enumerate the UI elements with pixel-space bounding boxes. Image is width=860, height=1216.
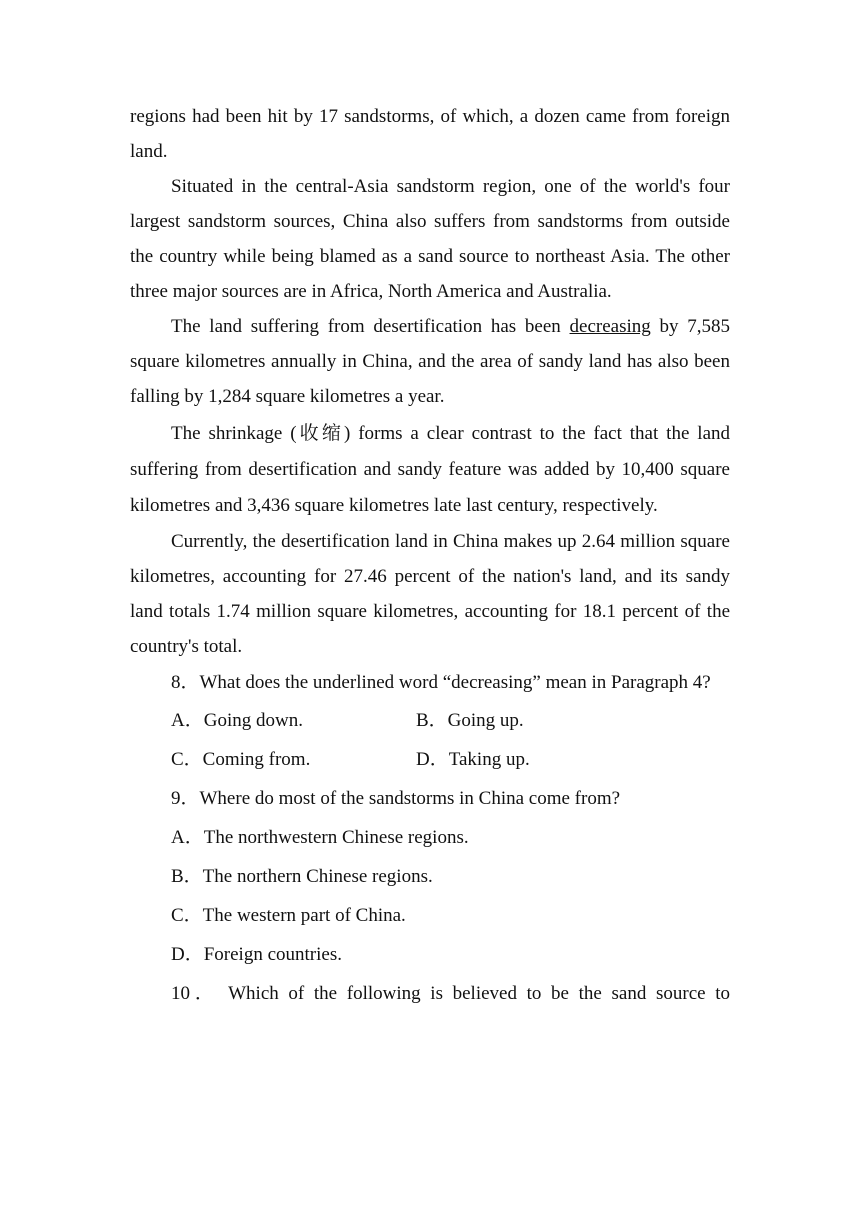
passage-paragraph-continued: regions had been hit by 17 sandstorms, of which, a dozen came from foreign land. xyxy=(130,106,730,162)
question-8-options-row-1 xyxy=(130,701,730,740)
passage-paragraph-currently: Currently, the desertification land in China makes up 2.64 million square kilometres, accounting for 27.46 percent of the nation's land, and its sandy land totals 1.74 million square kilometres, accounting for 18.1 percent of the country's total. xyxy=(130,531,730,657)
question-9-option-d[interactable]: D．Foreign countries. xyxy=(171,944,342,965)
passage-paragraph-decreasing xyxy=(130,309,730,414)
question-8-option-b[interactable]: B．Going up. xyxy=(416,710,524,731)
question-8-stem: 8．What does the underlined word “decreasing” mean in Paragraph 4? xyxy=(171,672,711,693)
question-9-option-c[interactable]: C．The western part of China. xyxy=(171,905,406,926)
question-10-stem: 10． Which of the following is believed to be the sand source to xyxy=(171,983,730,1004)
question-9-stem: 9．Where do most of the sandstorms in China come from? xyxy=(171,788,621,809)
question-9-option-a[interactable]: A．The northwestern Chinese regions. xyxy=(171,827,469,848)
question-8-option-a[interactable]: A．Going down. xyxy=(171,710,303,731)
question-8-option-c[interactable]: C．Coming from. xyxy=(171,749,311,770)
paragraph-text-before: The land suffering from desertification has been xyxy=(171,316,570,337)
question-8-option-d[interactable]: D．Taking up. xyxy=(416,749,530,770)
document-page xyxy=(130,99,730,1013)
underlined-word: decreasing xyxy=(569,316,651,337)
question-8-options-row-2 xyxy=(130,740,730,779)
question-9-option-b[interactable]: B．The northern Chinese regions. xyxy=(171,866,433,887)
passage-paragraph-shrinkage: The shrinkage (收缩) forms a clear contrast to the fact that the land suffering from desertification and sandy feature was added by 10,400 square kilometres and 3,436 square kilometres late last century, respectively. xyxy=(130,423,730,516)
passage-paragraph-sources: Situated in the central-Asia sandstorm region, one of the world's four largest sandstorm sources, China also suffers from sandstorms from outside the country while being blamed as a sand source to northeast Asia. The other three major sources are in Africa, North America and Australia. xyxy=(130,176,730,302)
paragraph-text-after: by 7,585 square kilometres annually in China, and the area of sandy land has also been falling by 1,284 square kilometres a year. xyxy=(130,316,731,407)
